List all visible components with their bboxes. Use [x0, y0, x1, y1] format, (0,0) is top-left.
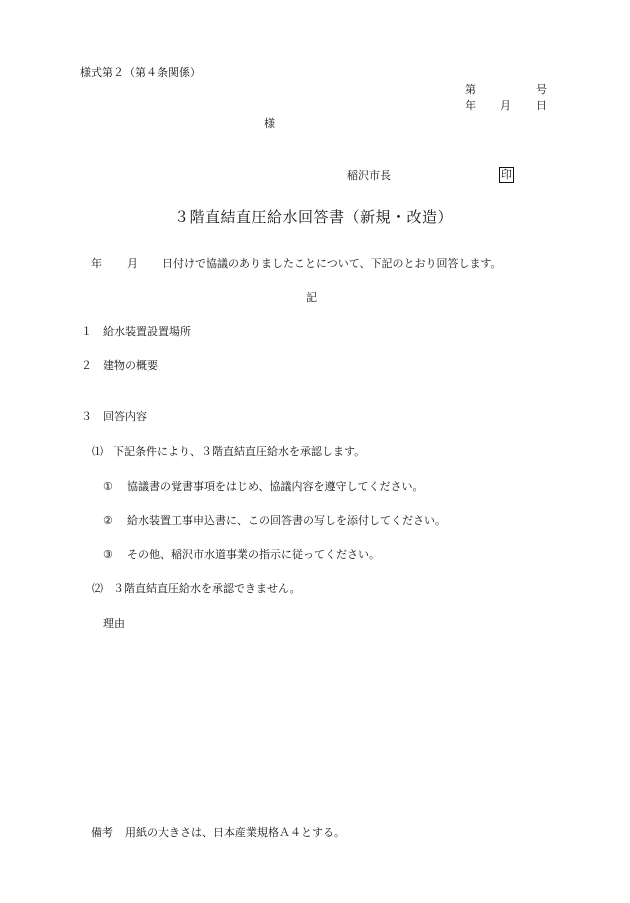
remarks-text: 用紙の大きさは、日本産業規格Ａ４とする。 — [125, 826, 345, 839]
condition-3-text: その他、稲沢市水道事業の指示に従ってください。 — [127, 548, 380, 561]
reason-label: 理由 — [103, 617, 125, 630]
item-1-num: １ — [81, 325, 92, 338]
condition-3-mark: ③ — [103, 548, 113, 561]
intro-text: 日付けで協議のありましたことについて、下記のとおり回答します。 — [162, 257, 502, 270]
item-3-num: ３ — [81, 410, 92, 423]
condition-2-mark: ② — [103, 514, 113, 527]
intro-month: 月 — [127, 257, 138, 270]
doc-date-day: 日 — [536, 99, 547, 112]
approval-mark: ⑴ — [92, 445, 103, 458]
remarks-label: 備考 — [91, 826, 113, 839]
rejection-mark: ⑵ — [92, 582, 103, 595]
seal-mark: 印 — [501, 168, 512, 181]
doc-number-dai: 第 — [465, 83, 476, 96]
approval-text: 下記条件により、３階直結直圧給水を承認します。 — [113, 445, 366, 458]
document-title: ３階直結直圧給水回答書（新規・改造） — [174, 208, 454, 226]
condition-1-mark: ① — [103, 480, 113, 493]
condition-1-text: 協議書の覚書事項をはじめ、協議内容を遵守してください。 — [127, 480, 424, 493]
form-label: 様式第２（第４条関係） — [80, 66, 201, 79]
condition-2-text: 給水装置工事申込書に、この回答書の写しを添付してください。 — [127, 514, 446, 527]
rejection-text: ３階直結直圧給水を承認できません。 — [113, 582, 301, 595]
doc-date-month: 月 — [500, 99, 511, 112]
doc-number-go: 号 — [536, 83, 547, 96]
intro-year: 年 — [91, 257, 102, 270]
item-3-label: 回答内容 — [103, 410, 147, 423]
item-1-label: 給水装置設置場所 — [103, 325, 191, 338]
doc-date-year: 年 — [465, 99, 476, 112]
ki-heading: 記 — [306, 291, 317, 304]
issuer-name: 稲沢市長 — [347, 169, 391, 182]
item-2-num: ２ — [81, 359, 92, 372]
addressee-suffix: 様 — [264, 117, 275, 130]
item-2-label: 建物の概要 — [103, 359, 158, 372]
